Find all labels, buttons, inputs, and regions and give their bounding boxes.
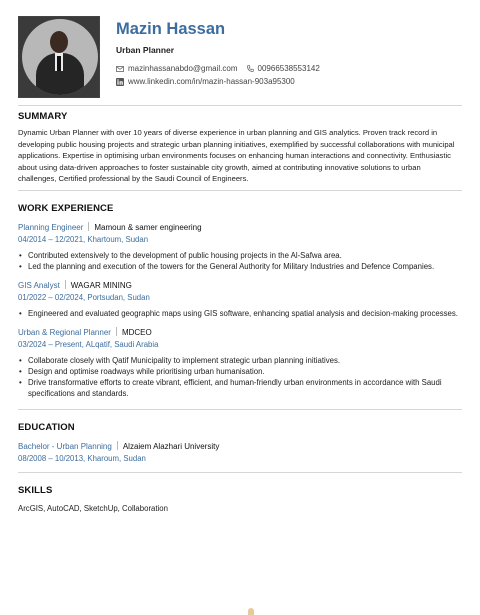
job-company: Mamoun & samer engineering — [94, 222, 202, 232]
job-company: WAGAR MINING — [70, 280, 132, 290]
phone-icon — [247, 65, 254, 72]
job-entry — [18, 280, 462, 319]
profile-photo — [18, 16, 100, 98]
skills-heading: SKILLS — [18, 484, 53, 496]
divider — [18, 105, 462, 106]
job-role: GIS Analyst — [18, 280, 60, 290]
bottom-mark — [248, 608, 254, 615]
job-bullets — [18, 355, 462, 399]
bullet-item: • Contributed extensively to the development of public housing projects in the Al-Safwa area. — [28, 250, 462, 261]
skills-list: ArcGIS, AutoCAD, SketchUp, Collaboration — [18, 503, 168, 513]
email-link[interactable]: mazinhassanabdo@gmail.com — [128, 64, 238, 73]
bullet-item: • Led the planning and execution of the towers for the General Authority for Military Industries and Defence Companies. — [28, 261, 462, 272]
job-company: MDCEO — [121, 327, 152, 337]
school: Alzaiem Alazhari University — [122, 441, 220, 451]
job-role: Planning Engineer — [18, 222, 84, 232]
divider — [18, 409, 462, 410]
job-bullets — [18, 308, 462, 319]
summary-heading: SUMMARY — [18, 111, 68, 122]
job-title: Urban Planner — [116, 45, 175, 55]
job-role: Urban & Regional Planner — [18, 327, 111, 337]
education-entry — [18, 441, 462, 464]
experience-heading: WORK EXPERIENCE — [18, 202, 114, 214]
education-heading: EDUCATION — [18, 421, 75, 433]
resume-header — [18, 14, 462, 98]
phone-number[interactable]: 00966538553142 — [257, 64, 320, 73]
linkedin-row — [116, 77, 320, 86]
job-entry — [18, 327, 462, 399]
job-dates: 03/2024 – Present, ALqatif, Saudi Arabia — [18, 339, 159, 349]
bullet-item: • Drive transformative efforts to create vibrant, efficient, and human-friendly urban environments in accordance with Saudi specifications and standards. — [28, 377, 462, 399]
divider — [18, 472, 462, 473]
candidate-name: Mazin Hassan — [116, 20, 226, 38]
mail-icon — [116, 66, 124, 72]
contact-row — [116, 64, 320, 73]
job-entry — [18, 222, 462, 272]
header-info — [116, 14, 320, 86]
linkedin-icon — [116, 78, 124, 86]
linkedin-link[interactable]: www.linkedin.com/in/mazin-hassan-903a95300 — [128, 77, 295, 86]
degree: Bachelor - Urban Planning — [18, 441, 112, 451]
bullet-item: • Design and optimise roadways while prioritising urban humanisation. — [28, 366, 462, 377]
job-dates: 01/2022 – 02/2024, Portsudan, Sudan — [18, 292, 150, 302]
bullet-item: • Collaborate closely with Qatif Municipality to implement strategic urban planning initiatives. — [28, 355, 462, 366]
bullet-item: • Engineered and evaluated geographic maps using GIS software, enhancing spatial analysis and decision-making processes. — [28, 308, 462, 319]
divider — [18, 190, 462, 191]
summary-text: Dynamic Urban Planner with over 10 years of diverse experience in urban planning and GIS analytics. Proven track record in developing public housing projects and strategic urban planning initiatives, exemplified by successful collaborations with municipal applications. Expertise in optimising urban environments focuses on enhancing human interactions and connectivity. Enthusiastic about using data-driven approaches to foster sustainable city growth, aimed at contributing innovative solutions to urban challenges, Certified professional by the Saudi Council of Engineers. — [18, 128, 455, 183]
education-dates: 08/2008 – 10/2013, Kharoum, Sudan — [18, 453, 146, 463]
job-bullets — [18, 250, 462, 272]
job-dates: 04/2014 – 12/2021, Khartoum, Sudan — [18, 234, 149, 244]
